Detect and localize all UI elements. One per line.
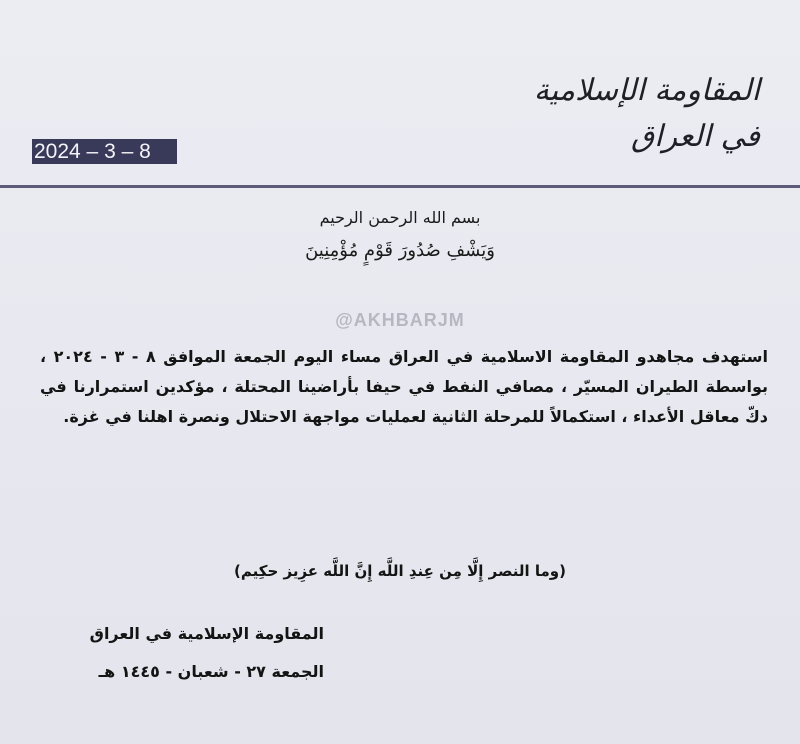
- statement-body: استهدف مجاهدو المقاومة الاسلامية في العراق مساء اليوم الجمعة الموافق ٨ - ٣ - ٢٠٢٤ ، بواسطة الطيران المسيّر ، مصافي النفط في حيفا بأراضينا المحتلة ، مؤكدين استمرارنا في دكّ معاقل الأعداء ، استكمالاً للمرحلة الثانية لعمليات مواجهة الاحتلال ونصرة اهلنا في غزة.: [40, 347, 769, 426]
- date-badge: 2024 – 3 – 8: [32, 139, 177, 164]
- header-divider: [0, 185, 800, 188]
- organization-logo: المقاومة الإسلامية في العراق: [533, 73, 760, 154]
- watermark: @AKHBARJM: [335, 310, 465, 330]
- signature-date: الجمعة ٢٧ - شعبان - ١٤٤٥ هـ: [98, 662, 324, 681]
- quran-verse: وَيَشْفِ صُدُورَ قَوْمٍ مُؤْمِنِينَ: [305, 240, 495, 261]
- basmala: بسم الله الرحمن الرحيم: [319, 208, 481, 227]
- signature-name: المقاومة الإسلامية في العراق: [89, 624, 324, 643]
- closing-verse: (وما النصر إِلَّا مِن عِندِ اللَّه إِنَّ اللَّه عزِيز حكِيم): [234, 562, 566, 580]
